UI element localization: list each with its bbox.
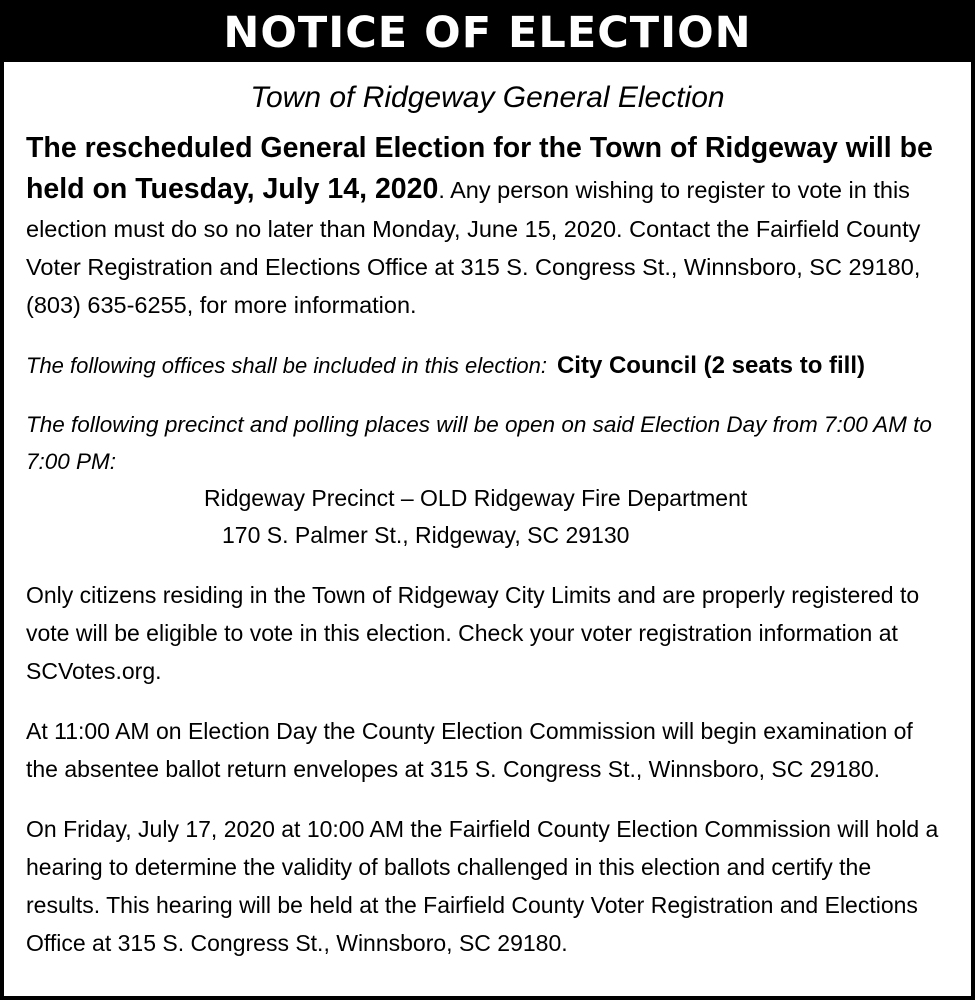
offices-section bbox=[26, 348, 949, 384]
lead-paragraph bbox=[26, 128, 949, 324]
notice-subtitle: Town of Ridgeway General Election bbox=[250, 81, 725, 114]
notice-header-bar bbox=[4, 4, 971, 62]
absentee-paragraph: At 11:00 AM on Election Day the County Election Commission will begin examination of the absentee ballot return envelopes at 315 S. Congress St., Winnsboro, SC 29180. bbox=[26, 718, 913, 782]
polling-intro-text: The following precinct and polling places will be open on said Election Day from 7:00 AM to 7:00 PM: bbox=[26, 412, 932, 474]
page-title: NOTICE OF ELECTION bbox=[223, 8, 752, 58]
lead-rest-text: . Any person wishing to register to vote in this election must do so no later than Monday, June 15, 2020. Contact the Fairfield County Voter Registration and Elections Office at 315 S. Congress St., Winnsboro, SC 29180, (803) 635-6255, for more information. bbox=[26, 177, 921, 318]
lead-bold-text: The rescheduled General Election for the Town of Ridgeway will be held on Tuesday, July 14, 2020 bbox=[26, 132, 933, 205]
offices-value: City Council (2 seats to fill) bbox=[556, 352, 866, 379]
offices-intro-label: The following offices shall be included in this election: bbox=[26, 353, 547, 378]
polling-precinct-address: 170 S. Palmer St., Ridgeway, SC 29130 bbox=[222, 522, 630, 548]
eligibility-paragraph: Only citizens residing in the Town of Ridgeway City Limits and are properly registered to vote will be eligible to vote in this election. Check your voter registration information at SCVotes.org. bbox=[26, 582, 920, 684]
hearing-paragraph: On Friday, July 17, 2020 at 10:00 AM the Fairfield County Election Commission will hold a hearing to determine the validity of ballots challenged in this election and certify the results. This hearing will be held at the Fairfield County Voter Registration and Elections Office at 315 S. Congress St., Winnsboro, SC 29180. bbox=[26, 816, 939, 956]
polling-precinct-name: Ridgeway Precinct – OLD Ridgeway Fire Department bbox=[204, 485, 748, 511]
notice-body bbox=[4, 62, 971, 962]
